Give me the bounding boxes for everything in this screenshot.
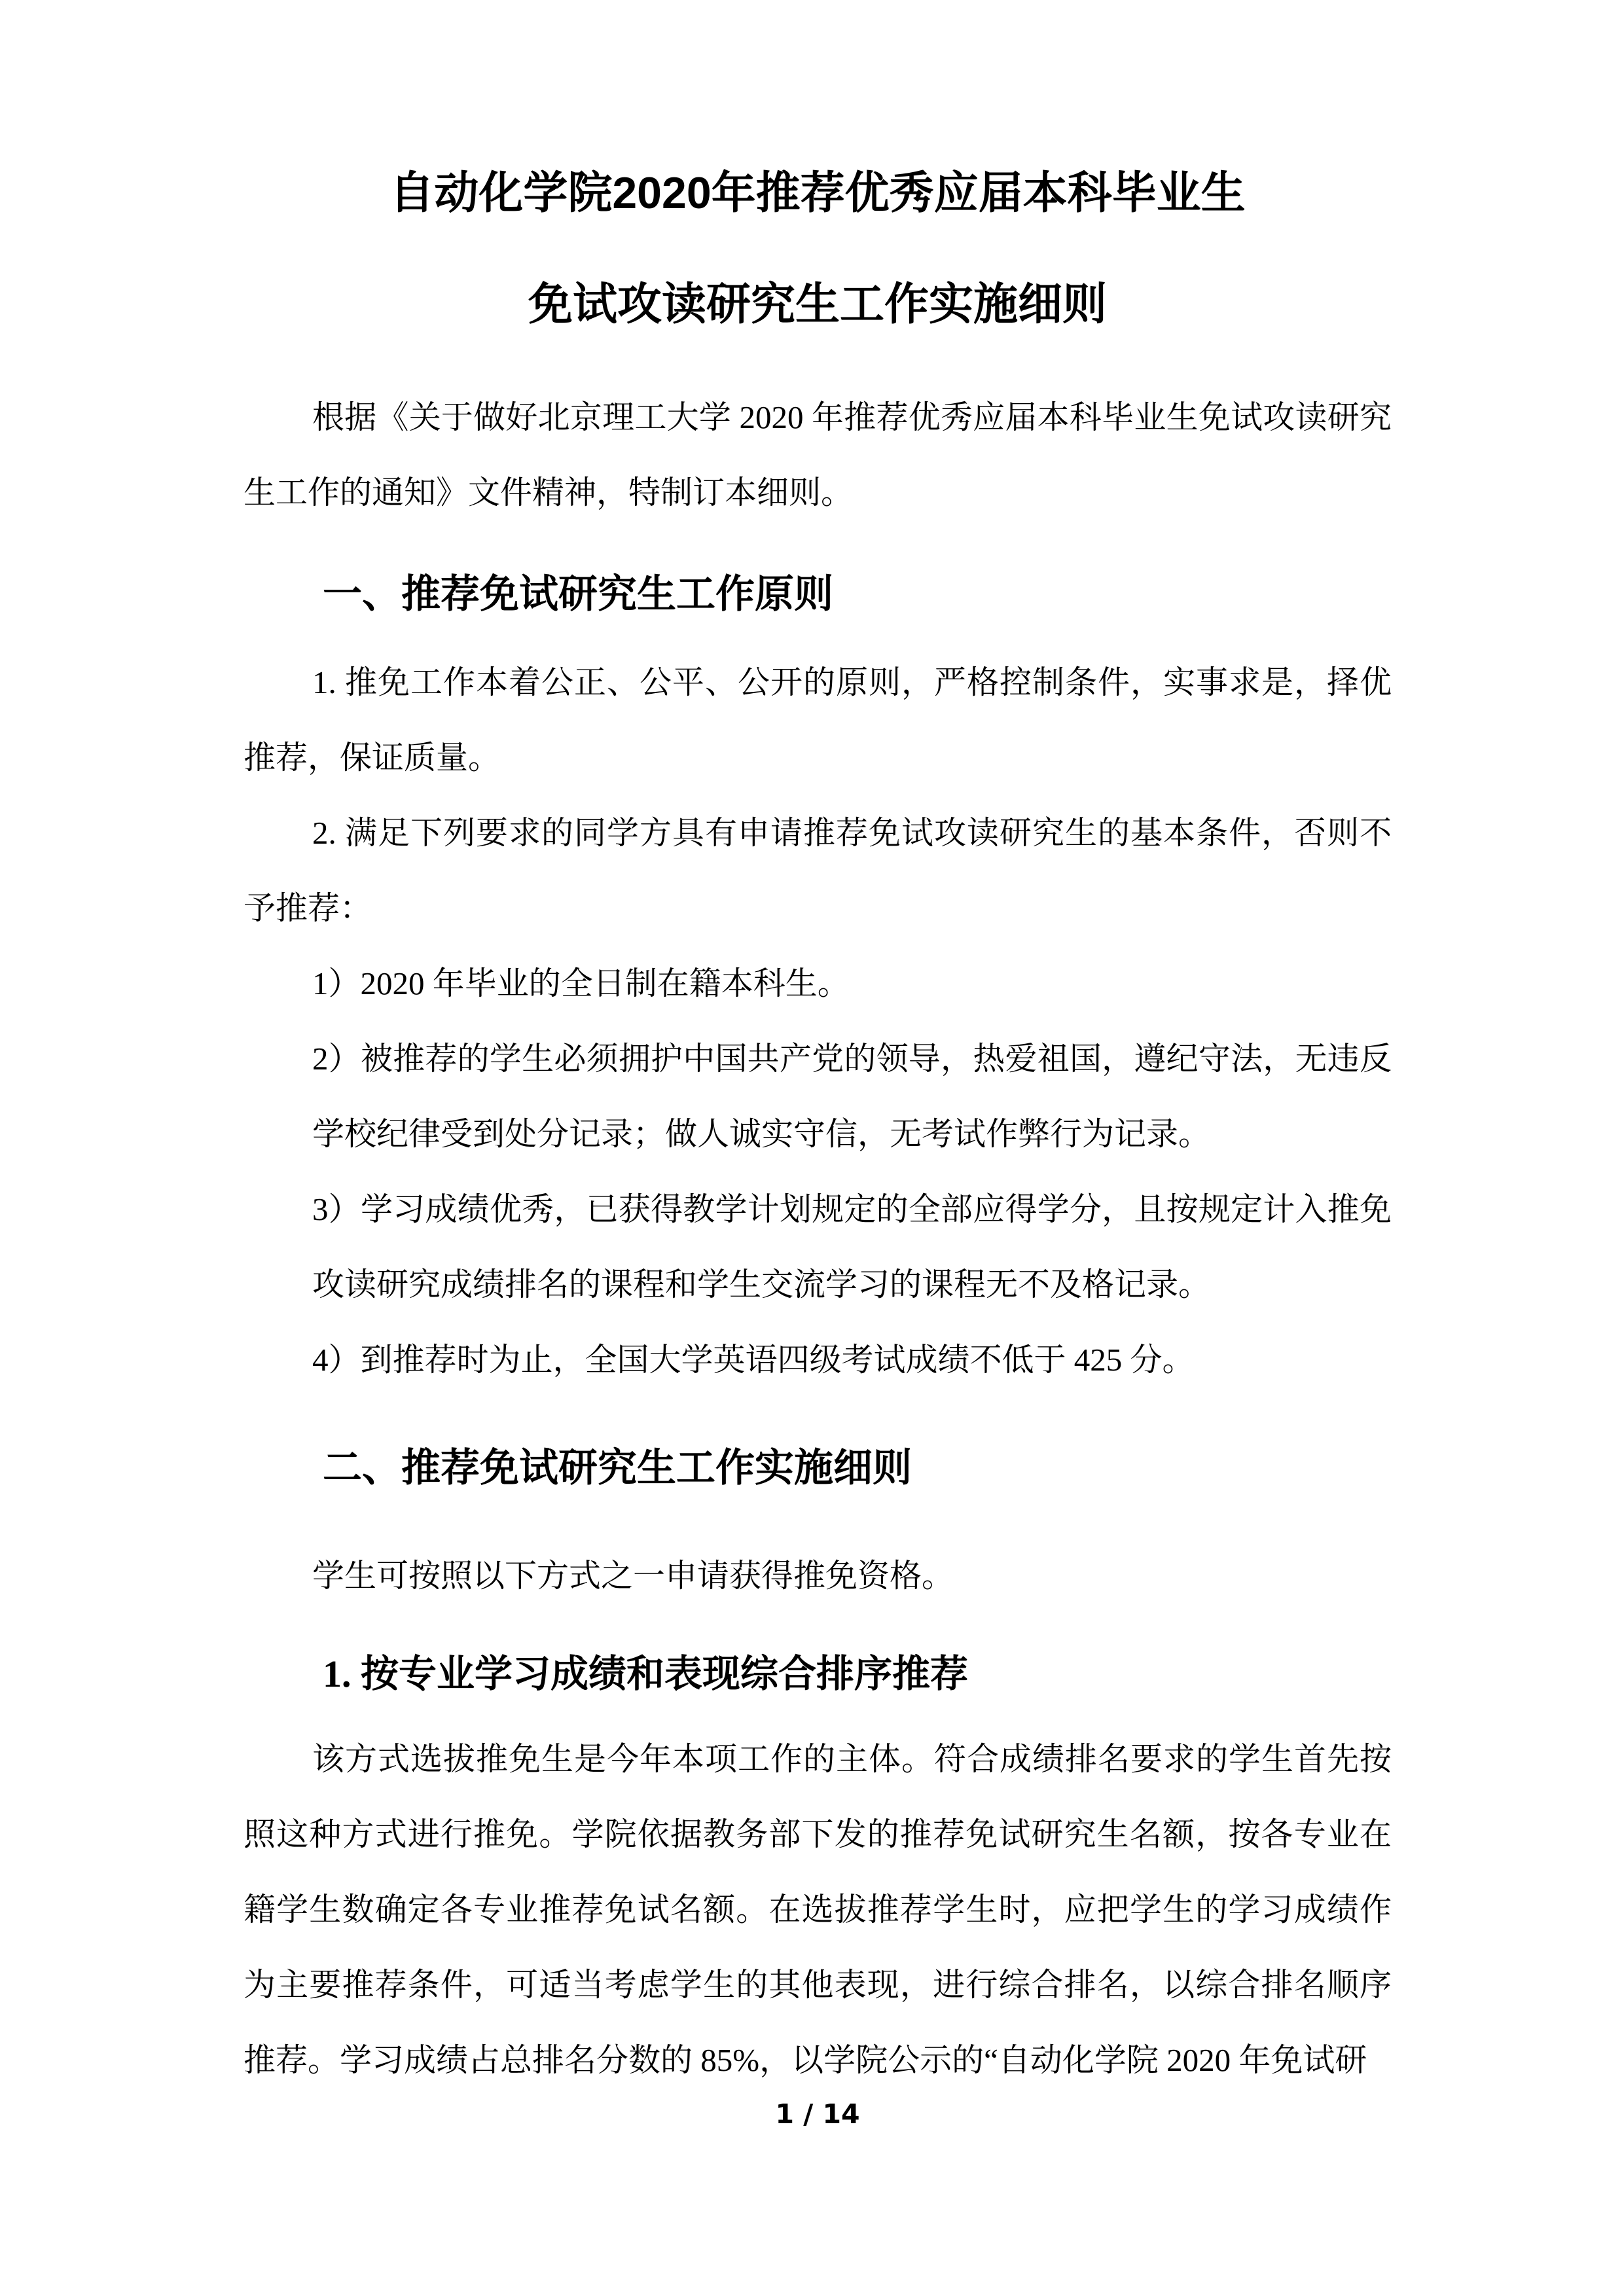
intro-paragraph: 根据《关于做好北京理工大学 2020 年推荐优秀应届本科毕业生免试攻读研究生工作的通知》文件精神，特制订本细则。 bbox=[244, 399, 1392, 511]
section-2-lead-paragraph: 学生可按照以下方式之一申请获得推免资格。 bbox=[312, 1558, 954, 1594]
section-1-subitem-4: 4）到推荐时为止，全国大学英语四级考试成绩不低于 425 分。 bbox=[312, 1342, 1195, 1378]
page-footer bbox=[244, 2098, 1392, 2130]
section-2-method-paragraph: 该方式选拔推免生是今年本项工作的主体。符合成绩排名要求的学生首先按照这种方式进行推免。学院依据教务部下发的推荐免试研究生名额，按各专业在籍学生数确定各专业推荐免试名额。在选拔推荐学生时，应把学生的学习成绩作为主要推荐条件，可适当考虑学生的其他表现，进行综合排名，以综合排名顺序推荐。学习成绩占总排名分数的 85%，以学院公示的“自动化学院 2020 年免试研 bbox=[244, 1741, 1392, 2078]
document-title-line-2: 免试攻读研究生工作实施细则 bbox=[528, 279, 1107, 329]
document-title-line-1: 自动化学院2020年推荐优秀应届本科毕业生 bbox=[389, 168, 1246, 218]
section-1-item-1: 1. 推免工作本着公正、公平、公开的原则，严格控制条件，实事求是，择优推荐，保证质量。 bbox=[244, 664, 1392, 776]
document-title bbox=[244, 137, 1392, 360]
section-1-subitem-2: 2）被推荐的学生必须拥护中国共产党的领导，热爱祖国，遵纪守法，无违反学校纪律受到处分记录；做人诚实守信，无考试作弊行为记录。 bbox=[312, 1041, 1392, 1152]
section-1-subitem-1: 1）2020 年毕业的全日制在籍本科生。 bbox=[312, 965, 850, 1001]
page-number: 1 / 14 bbox=[775, 2098, 860, 2130]
section-1-subitem-3: 3）学习成绩优秀，已获得教学计划规定的全部应得学分，且按规定计入推免攻读研究成绩排名的课程和学生交流学习的课程无不及格记录。 bbox=[312, 1191, 1392, 1302]
section-2-subheading-1: 1. 按专业学习成绩和表现综合排序推荐 bbox=[323, 1653, 969, 1695]
section-1-item-2: 2. 满足下列要求的同学方具有申请推荐免试攻读研究生的基本条件，否则不予推荐： bbox=[244, 815, 1392, 926]
section-2-heading: 二、推荐免试研究生工作实施细则 bbox=[323, 1446, 912, 1490]
section-1-heading: 一、推荐免试研究生工作原则 bbox=[323, 572, 833, 616]
